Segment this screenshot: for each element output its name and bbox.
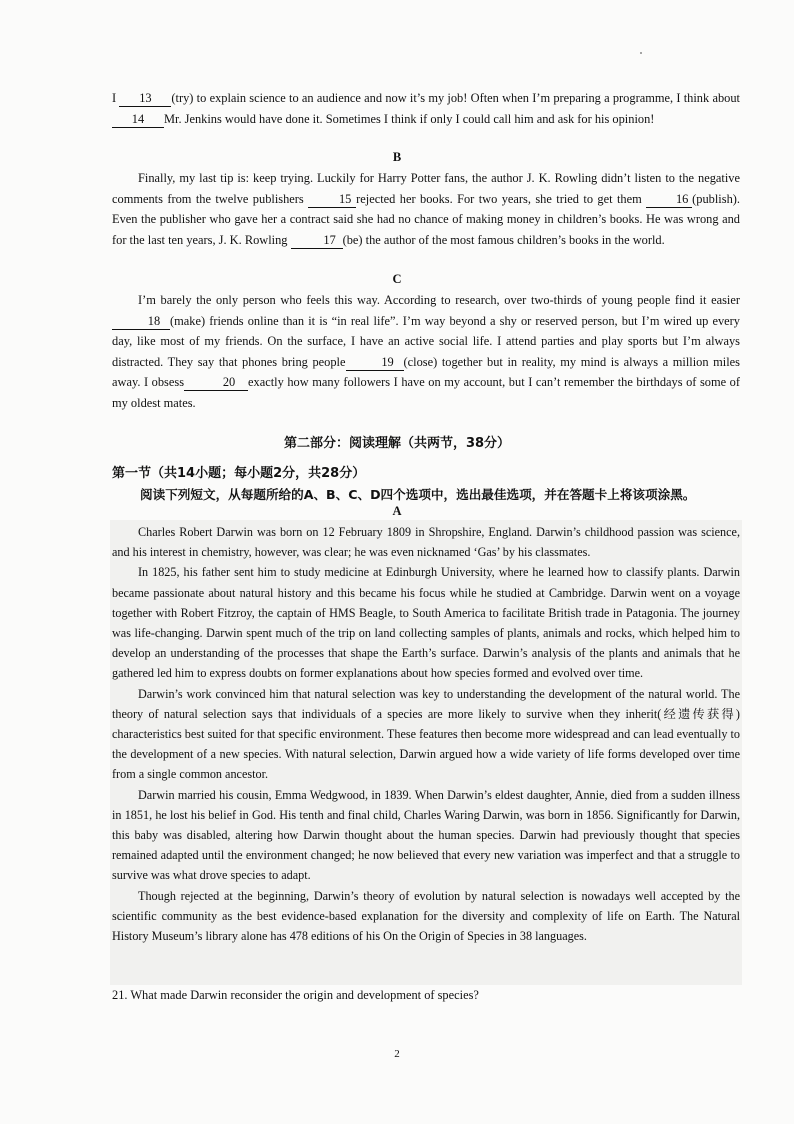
blank-13[interactable]: 13 <box>119 90 171 107</box>
section-c-paragraph <box>112 290 740 414</box>
passage-a-paragraph-5: Though rejected at the beginning, Darwin’s theory of evolution by natural selection is nowadays well accepted by the scientific community as the best evidence-based explanation for the diversity and complexity of life on Earth. The Natural History Museum’s library alone has 478 editions of his On the Origin of Species in 38 languages. <box>112 888 740 944</box>
section-b-text-4: (be) the author of the most famous children’s books in the world. <box>342 232 665 247</box>
section-c-text-3: (close) together but in reality, my mind is always a million miles away. I obsess <box>112 354 740 390</box>
section-b-text-2: rejected her books. For two years, she tried to get them <box>356 191 647 206</box>
page-number: 2 <box>394 1048 400 1060</box>
blank-19[interactable]: 19 <box>346 354 404 371</box>
blank-15[interactable]: 15 <box>308 191 356 208</box>
section1-heading: 第一节（共14小题；每小题2分，共28分） <box>112 466 366 481</box>
section-c-text-4: exactly how many followers I have on my account, but I can’t remember the birthdays of some of my oldest mates. <box>112 375 740 410</box>
passage-a <box>112 522 740 946</box>
question-21: 21. What made Darwin reconsider the origin and development of species? <box>112 988 479 1002</box>
intro-paragraph <box>112 88 740 129</box>
intro-text-2: (try) to explain science to an audience and now it’s my job! Often when I’m preparing a programme, I think about <box>171 91 740 105</box>
section-c-label: C <box>392 272 402 286</box>
intro-text-1: I <box>112 91 120 105</box>
blank-17[interactable]: 17 <box>291 232 343 249</box>
section-c-text-1: I’m barely the only person who feels this way. According to research, over two-thirds of young people find it easier <box>138 293 740 307</box>
scan-speck <box>640 52 642 54</box>
section-b-label: B <box>392 150 402 164</box>
passage-a-paragraph-2: In 1825, his father sent him to study medicine at Edinburgh University, where he learned how to classify plants. Darwin became passionate about natural history and this became his focus while he studied at Cambridge. Darwin went on a voyage together with Robert Fitzroy, the captain of HMS Beagle, to South America to facilitate British trade in Patagonia. The journey was life-changing. Darwin spent much of the trip on land collecting samples of plants, animals and rocks, which helped him to develop an understanding of the processes that shape the Earth’s surface. Darwin’s analysis of the plants and animals that he gathered led him to express doubts on former explanations about how species formed and evolved over time. <box>112 565 740 681</box>
passage-a-paragraph-1: Charles Robert Darwin was born on 12 February 1809 in Shropshire, England. Darwin’s childhood passion was science, and his interest in chemistry, however, was clear; he was even nicknamed ‘Gas’ by his classmates. <box>112 525 740 560</box>
instruction-text: 阅读下列短文，从每题所给的A、B、C、D四个选项中，选出最佳选项，并在答题卡上将该项涂黑。 <box>140 487 696 502</box>
blank-14[interactable]: 14 <box>112 111 164 128</box>
blank-16[interactable]: 16 <box>646 191 692 208</box>
passage-a-label: A <box>392 504 402 518</box>
passage-a-paragraph-3: Darwin’s work convinced him that natural selection was key to understanding the development of the natural world. The theory of natural selection says that individuals of a species are more likely to survive when they inherit(经遗传获得) characteristics best suited for that specific environment. These features then become more widespread and can lead eventually to the development of a new species. With natural selection, Darwin argued how a wide variety of life forms developed over time from a single common ancestor. <box>112 686 740 782</box>
section-b-text-1: Finally, my last tip is: keep trying. Luckily for Harry Potter fans, the author J. K. Rowling didn’t listen to the negative comments from the twelve publishers <box>112 171 740 206</box>
intro-text-3: Mr. Jenkins would have done it. Sometimes I think if only I could call him and ask for his opinion! <box>164 111 655 126</box>
section-b-paragraph <box>112 168 740 250</box>
part2-heading: 第二部分：阅读理解（共两节，38分） <box>283 436 511 451</box>
section-b-text-3: (publish). Even the publisher who gave her a contract said she had no chance of making money in children’s books. He was wrong and for the last ten years, J. K. Rowling <box>112 191 740 247</box>
passage-a-paragraph-4: Darwin married his cousin, Emma Wedgwood, in 1839. When Darwin’s eldest daughter, Annie, died from a sudden illness in 1851, he lost his belief in God. His tenth and final child, Charles Waring Darwin, was born in 1856. Significantly for Darwin, this baby was disabled, altering how Darwin thought about the human species. Darwin had previously thought that species remained adapted until the environment changed; he now believed that every new variation was imperfect and that a struggle to survive was what drove species to adapt. <box>112 787 740 883</box>
blank-20[interactable]: 20 <box>184 374 248 391</box>
section-c-text-2: (make) friends online than it is “in real life”. I’m way beyond a shy or reserved person, but I’m wired up every day, like most of my friends. On the surface, I have an active social life. I attend parties and play sports but I’m always distracted. They say that phones bring people <box>112 313 740 369</box>
blank-18[interactable]: 18 <box>112 313 170 330</box>
